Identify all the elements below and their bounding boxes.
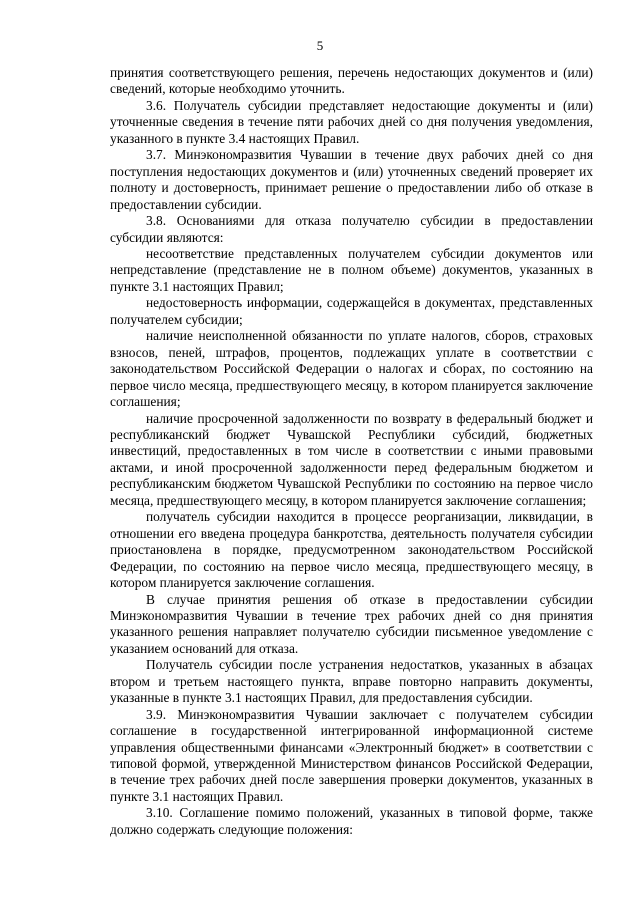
refusal-ground-tax-debt: наличие неисполненной обязанности по уплате налогов, сборов, страховых взносов, пеней, штрафов, процентов, подлежащих уплате в соответствии с законодательством Российской Федерации о налогах и сборах, по состоянию на первое число месяца, предшествующего месяцу, в котором планируется заключение соглашения; (110, 328, 593, 410)
page-number: 5 (316, 38, 324, 53)
document-body (110, 65, 593, 838)
refusal-ground-overdue-debt: наличие просроченной задолженности по возврату в федеральный бюджет и республиканский бюджет Чувашской Республики субсидий, бюджетных инвестиций, предоставленных в том числе в соответствии с иными правовыми актами, и иной просроченной задолженности перед федеральным бюджетом и республиканским бюджетом Чувашской Республики по состоянию на первое число месяца, предшествующего месяцу, в котором планируется заключение соглашения; (110, 410, 593, 508)
paragraph-3-6: 3.6. Получатель субсидии представляет недостающие документы и (или) уточненные сведения в течение пяти рабочих дней со дня получения уведомления, указанного в пункте 3.4 настоящих Правил. (110, 97, 593, 146)
paragraph-resubmission: Получатель субсидии после устранения недостатков, указанных в абзацах втором и третьем настоящего пункта, вправе повторно направить документы, указанные в пункте 3.1 настоящих Правил, для предоставления субсидии. (110, 657, 593, 706)
paragraph-refusal-notice: В случае принятия решения об отказе в предоставлении субсидии Минэкономразвития Чувашии в течение трех рабочих дней со дня принятия указанного решения направляет получателю субсидии письменное уведомление с указанием оснований для отказа. (110, 591, 593, 656)
paragraph-continuation: принятия соответствующего решения, перечень недостающих документов и (или) сведений, которые необходимо уточнить. (110, 65, 593, 97)
paragraph-3-7: 3.7. Минэкономразвития Чувашии в течение двух рабочих дней со дня поступления недостающих документов и (или) уточненных сведений проверяет их полноту и достоверность, принимает решение о предоставлении либо об отказе в предоставлении субсидии. (110, 147, 593, 212)
paragraph-3-8: 3.8. Основаниями для отказа получателю субсидии в предоставлении субсидии являются: (110, 213, 593, 245)
refusal-ground-documents: несоответствие представленных получателем субсидии документов или непредставление (представление не в полном объеме) документов, указанных в пункте 3.1 настоящих Правил; (110, 245, 593, 294)
paragraph-3-9: 3.9. Минэкономразвития Чувашии заключает с получателем субсидии соглашение в государственной интегрированной информационной системе управления общественными финансами «Электронный бюджет» в соответствии с типовой формой, утвержденной Министерством финансов Российской Федерации, в течение трех рабочих дней после завершения проверки документов, указанных в пункте 3.1 настоящих Правил. (110, 706, 593, 804)
paragraph-3-10: 3.10. Соглашение помимо положений, указанных в типовой форме, также должно содержать следующие положения: (110, 805, 593, 837)
refusal-ground-inaccuracy: недостоверность информации, содержащейся в документах, представленных получателем субсидии; (110, 295, 593, 327)
refusal-ground-reorganization: получатель субсидии находится в процессе реорганизации, ликвидации, в отношении его введена процедура банкротства, деятельность получателя субсидии приостановлена в порядке, предусмотренном законодательством Российской Федерации, по состоянию на первое число месяца, предшествующего месяцу, в котором планируется заключение соглашения. (110, 509, 593, 591)
